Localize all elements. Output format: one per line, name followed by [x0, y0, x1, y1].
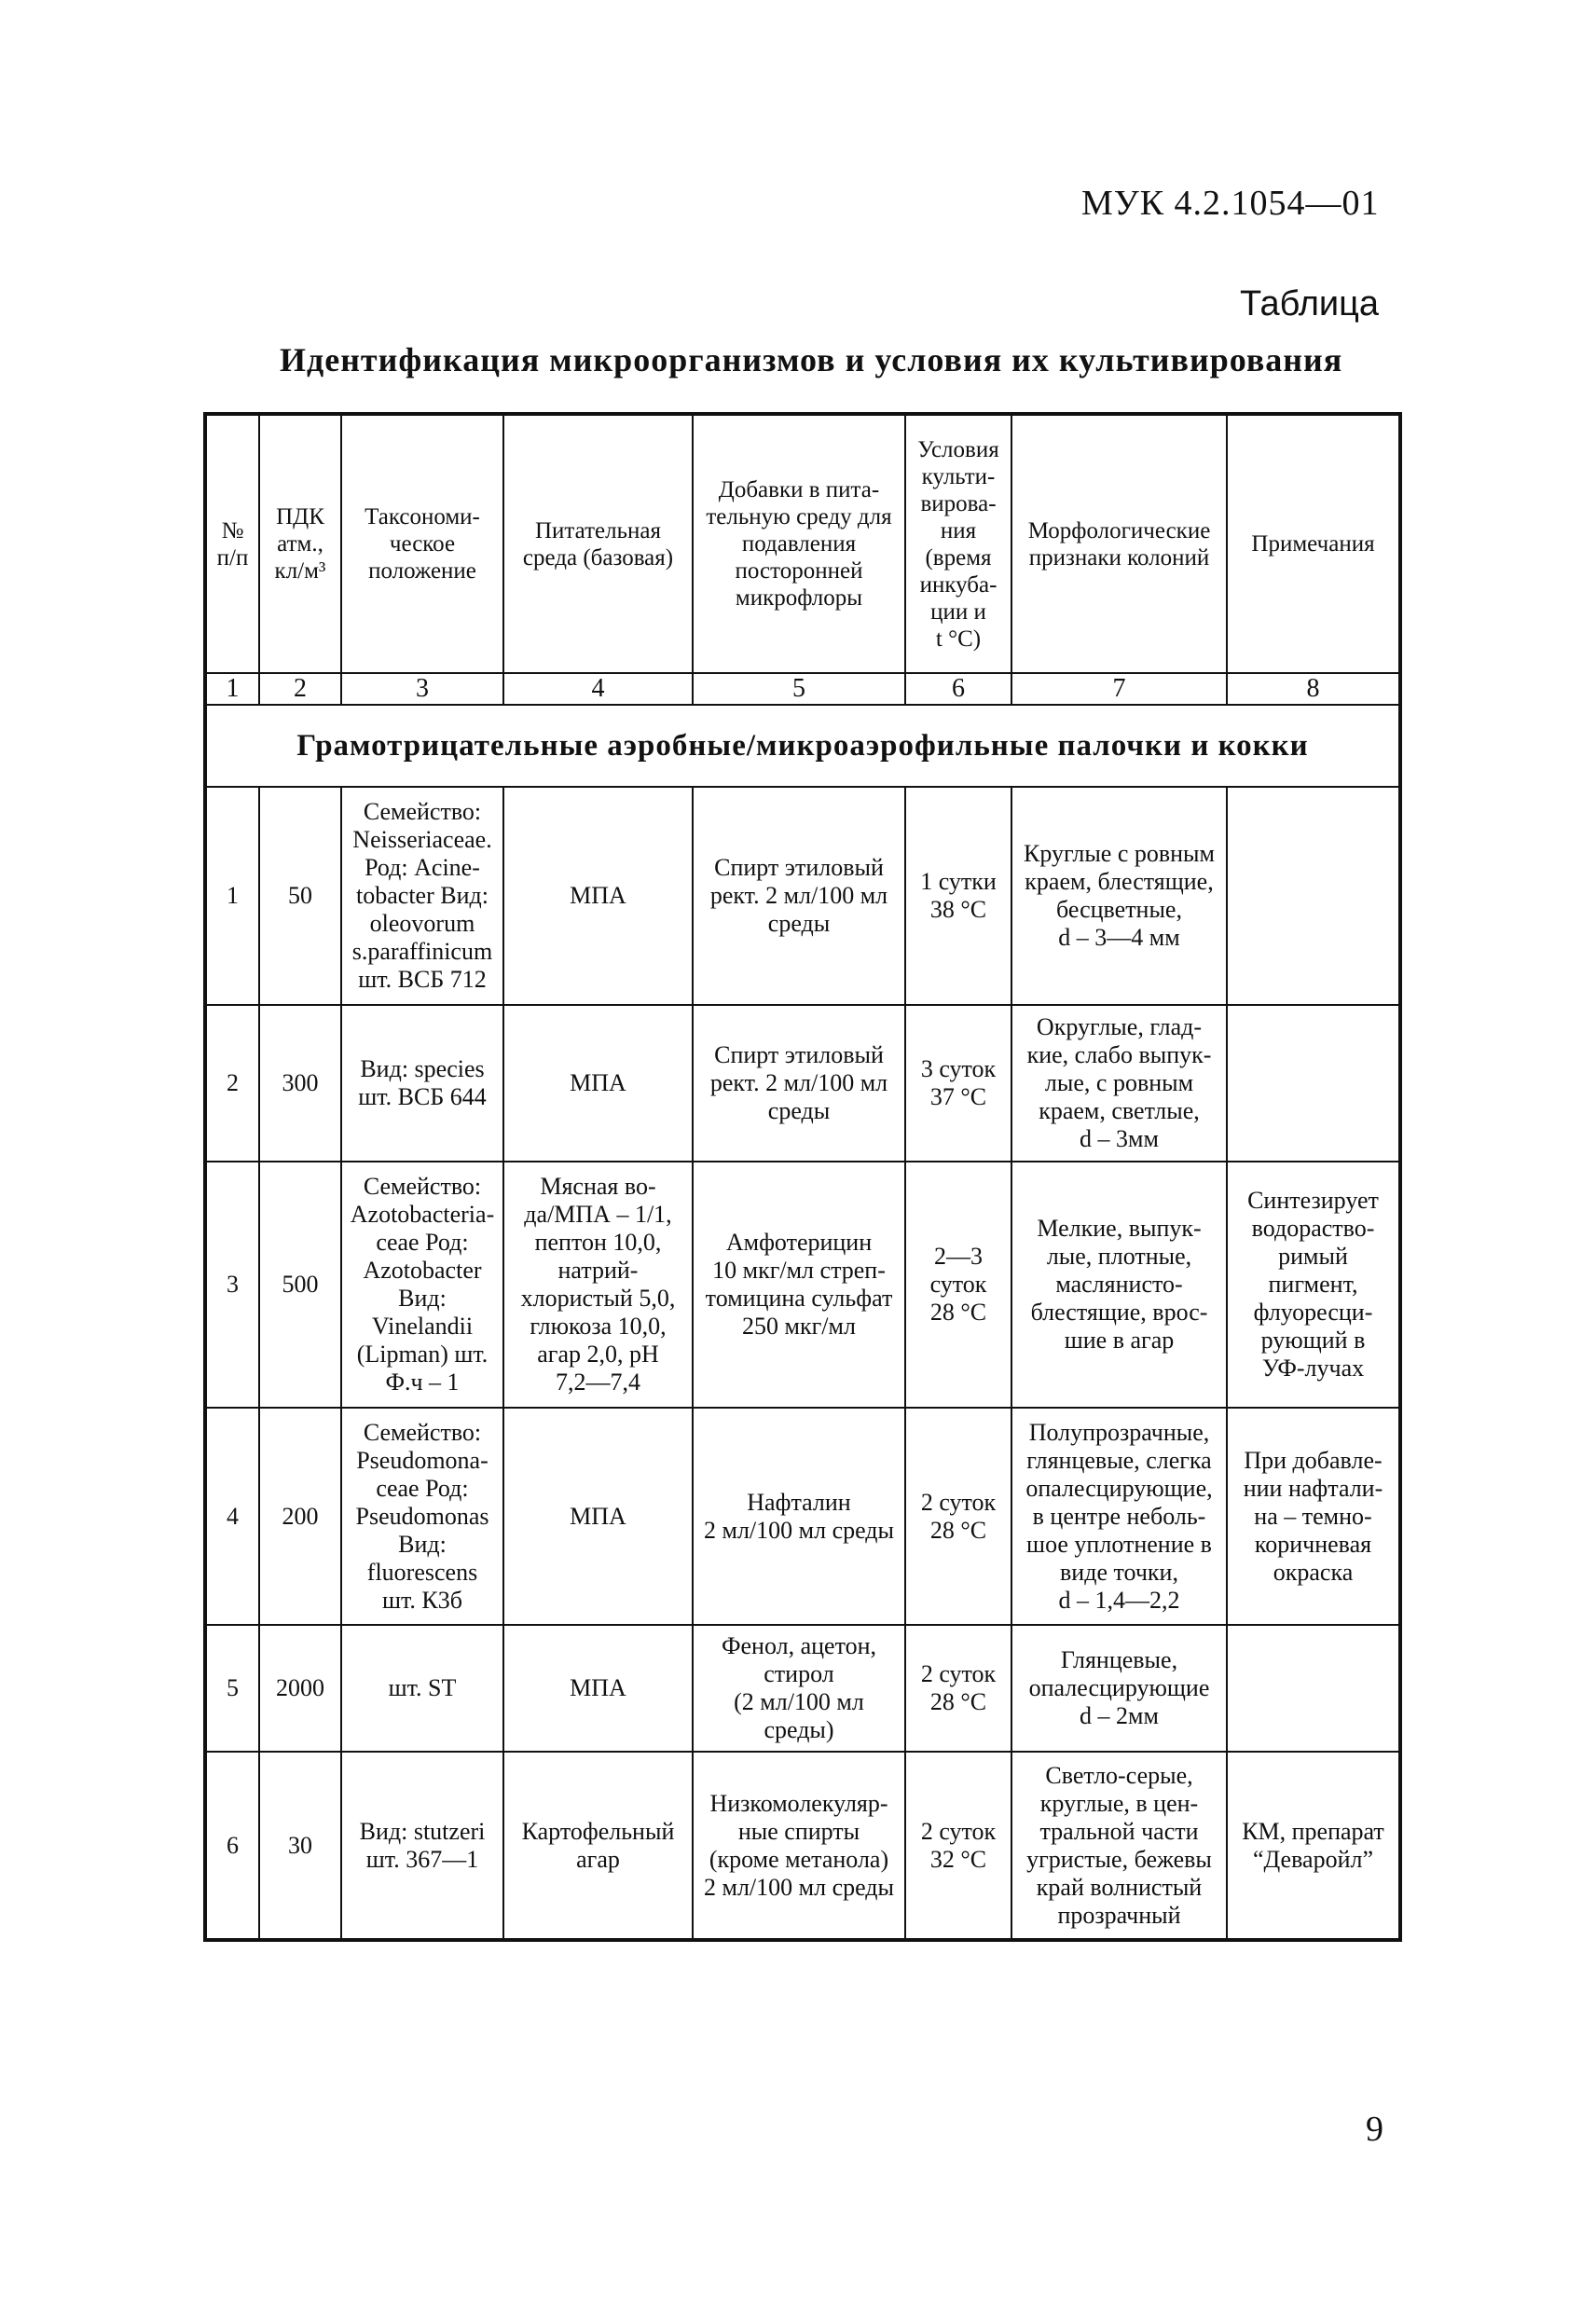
table-cell: Мясная во- да/МПА – 1/1, пептон 10,0, натрий- хлористый 5,0, глюкоза 10,0, агар 2,0, рН 7,2—7,4	[503, 1162, 693, 1408]
header-cell: № п/п	[205, 414, 259, 673]
column-number: 1	[205, 673, 259, 705]
table-cell: 2000	[259, 1625, 341, 1752]
table-cell: Фенол, ацетон, стирол (2 мл/100 мл среды)	[693, 1625, 905, 1752]
header-cell: Морфологические признаки колоний	[1011, 414, 1227, 673]
table-row	[205, 1408, 1400, 1625]
table-cell: Амфотерицин 10 мкг/мл стреп- томицина сульфат 250 мкг/мл	[693, 1162, 905, 1408]
table-row	[205, 1752, 1400, 1940]
table-title: Идентификация микроорганизмов и условия их культивирования	[280, 341, 1343, 378]
column-number: 5	[693, 673, 905, 705]
table-cell: При добавле- нии нафтали- на – темно- коричневая окраска	[1227, 1408, 1400, 1625]
table-cell: шт. ST	[341, 1625, 503, 1752]
header-cell: Таксономи- ческое положение	[341, 414, 503, 673]
table-cell: 2 суток 28 °С	[905, 1408, 1011, 1625]
document-code: МУК 4.2.1054—01	[1081, 184, 1380, 223]
table-cell: 3	[205, 1162, 259, 1408]
table-cell: МПА	[503, 1408, 693, 1625]
table-cell: 2	[205, 1005, 259, 1162]
table-cell: Мелкие, выпук- лые, плотные, маслянисто- блестящие, врос- шие в агар	[1011, 1162, 1227, 1408]
header-cell: Примечания	[1227, 414, 1400, 673]
table-cell: 6	[205, 1752, 259, 1940]
header-cell: ПДК атм., кл/м³	[259, 414, 341, 673]
table-cell: 50	[259, 787, 341, 1005]
column-number: 4	[503, 673, 693, 705]
table-cell: 1 сутки 38 °С	[905, 787, 1011, 1005]
table-cell: 5	[205, 1625, 259, 1752]
table-cell: Семейство: Pseudomona- ceae Род: Pseudomonas Вид: fluorescens шт. К3б	[341, 1408, 503, 1625]
column-number: 6	[905, 673, 1011, 705]
header-cell: Питательная среда (базовая)	[503, 414, 693, 673]
header-row	[205, 414, 1400, 673]
table-cell: Глянцевые, опалесцирующие d – 2мм	[1011, 1625, 1227, 1752]
table-cell: Спирт этиловый рект. 2 мл/100 мл среды	[693, 787, 905, 1005]
column-number: 7	[1011, 673, 1227, 705]
table-cell: 4	[205, 1408, 259, 1625]
table-cell: Вид: stutzeri шт. 367—1	[341, 1752, 503, 1940]
table-cell: Округлые, глад- кие, слабо выпук- лые, с ровным краем, светлые, d – 3мм	[1011, 1005, 1227, 1162]
section-row	[205, 705, 1400, 787]
table-cell: 3 суток 37 °С	[905, 1005, 1011, 1162]
table-cell: 2 суток 32 °С	[905, 1752, 1011, 1940]
table-cell: 1	[205, 787, 259, 1005]
table-cell: КМ, препарат “Деваройл”	[1227, 1752, 1400, 1940]
table-cell: 2—3 суток 28 °С	[905, 1162, 1011, 1408]
column-number: 2	[259, 673, 341, 705]
table-cell: Светло-серые, круглые, в цен- тральной части угристые, бежевы край волнистый прозрачный	[1011, 1752, 1227, 1940]
column-number: 3	[341, 673, 503, 705]
table-cell: 300	[259, 1005, 341, 1162]
table-cell: Семейство: Azotobacteria- ceae Род: Azotobacter Вид: Vinelandii (Lipman) шт. Ф.ч – 1	[341, 1162, 503, 1408]
header-cell: Добавки в пита- тельную среду для подавления посторонней микрофлоры	[693, 414, 905, 673]
table-cell: МПА	[503, 1005, 693, 1162]
table-cell: Нафталин 2 мл/100 мл среды	[693, 1408, 905, 1625]
table-cell: Вид: species шт. ВСБ 644	[341, 1005, 503, 1162]
table-cell: Круглые с ровным краем, блестящие, бесцветные, d – 3—4 мм	[1011, 787, 1227, 1005]
table-label: Таблица	[1240, 284, 1379, 323]
table-cell: Полупрозрачные, глянцевые, слегка опалесцирующие, в центре неболь- шое уплотнение в виде точки, d – 1,4—2,2	[1011, 1408, 1227, 1625]
table-cell	[1227, 787, 1400, 1005]
table-cell: 2 суток 28 °С	[905, 1625, 1011, 1752]
table-cell: Картофельный агар	[503, 1752, 693, 1940]
table-cell	[1227, 1005, 1400, 1162]
table-cell: Семейство: Neisseriaceae. Род: Acine- tobacter Вид: oleovorum s.paraffinicum шт. ВСБ 712	[341, 787, 503, 1005]
table-cell: 30	[259, 1752, 341, 1940]
column-number: 8	[1227, 673, 1400, 705]
table-cell: МПА	[503, 787, 693, 1005]
identification-table	[203, 412, 1402, 1942]
page-number: 9	[1366, 2110, 1383, 2149]
header-cell: Условия культи- вирова- ния (время инкуба- ции и t °С)	[905, 414, 1011, 673]
table-row	[205, 1162, 1400, 1408]
section-title: Грамотрицательные аэробные/микроаэрофильные палочки и кокки	[205, 705, 1400, 787]
table-row	[205, 1625, 1400, 1752]
column-number-row	[205, 673, 1400, 705]
table-row	[205, 787, 1400, 1005]
table-cell: Спирт этиловый рект. 2 мл/100 мл среды	[693, 1005, 905, 1162]
table-cell: 500	[259, 1162, 341, 1408]
table-row	[205, 1005, 1400, 1162]
table-cell: 200	[259, 1408, 341, 1625]
table-cell: Синтезирует водораство- римый пигмент, флуоресци- рующий в УФ-лучах	[1227, 1162, 1400, 1408]
table-cell: Низкомолекуляр- ные спирты (кроме метанола) 2 мл/100 мл среды	[693, 1752, 905, 1940]
table-cell	[1227, 1625, 1400, 1752]
table-cell: МПА	[503, 1625, 693, 1752]
